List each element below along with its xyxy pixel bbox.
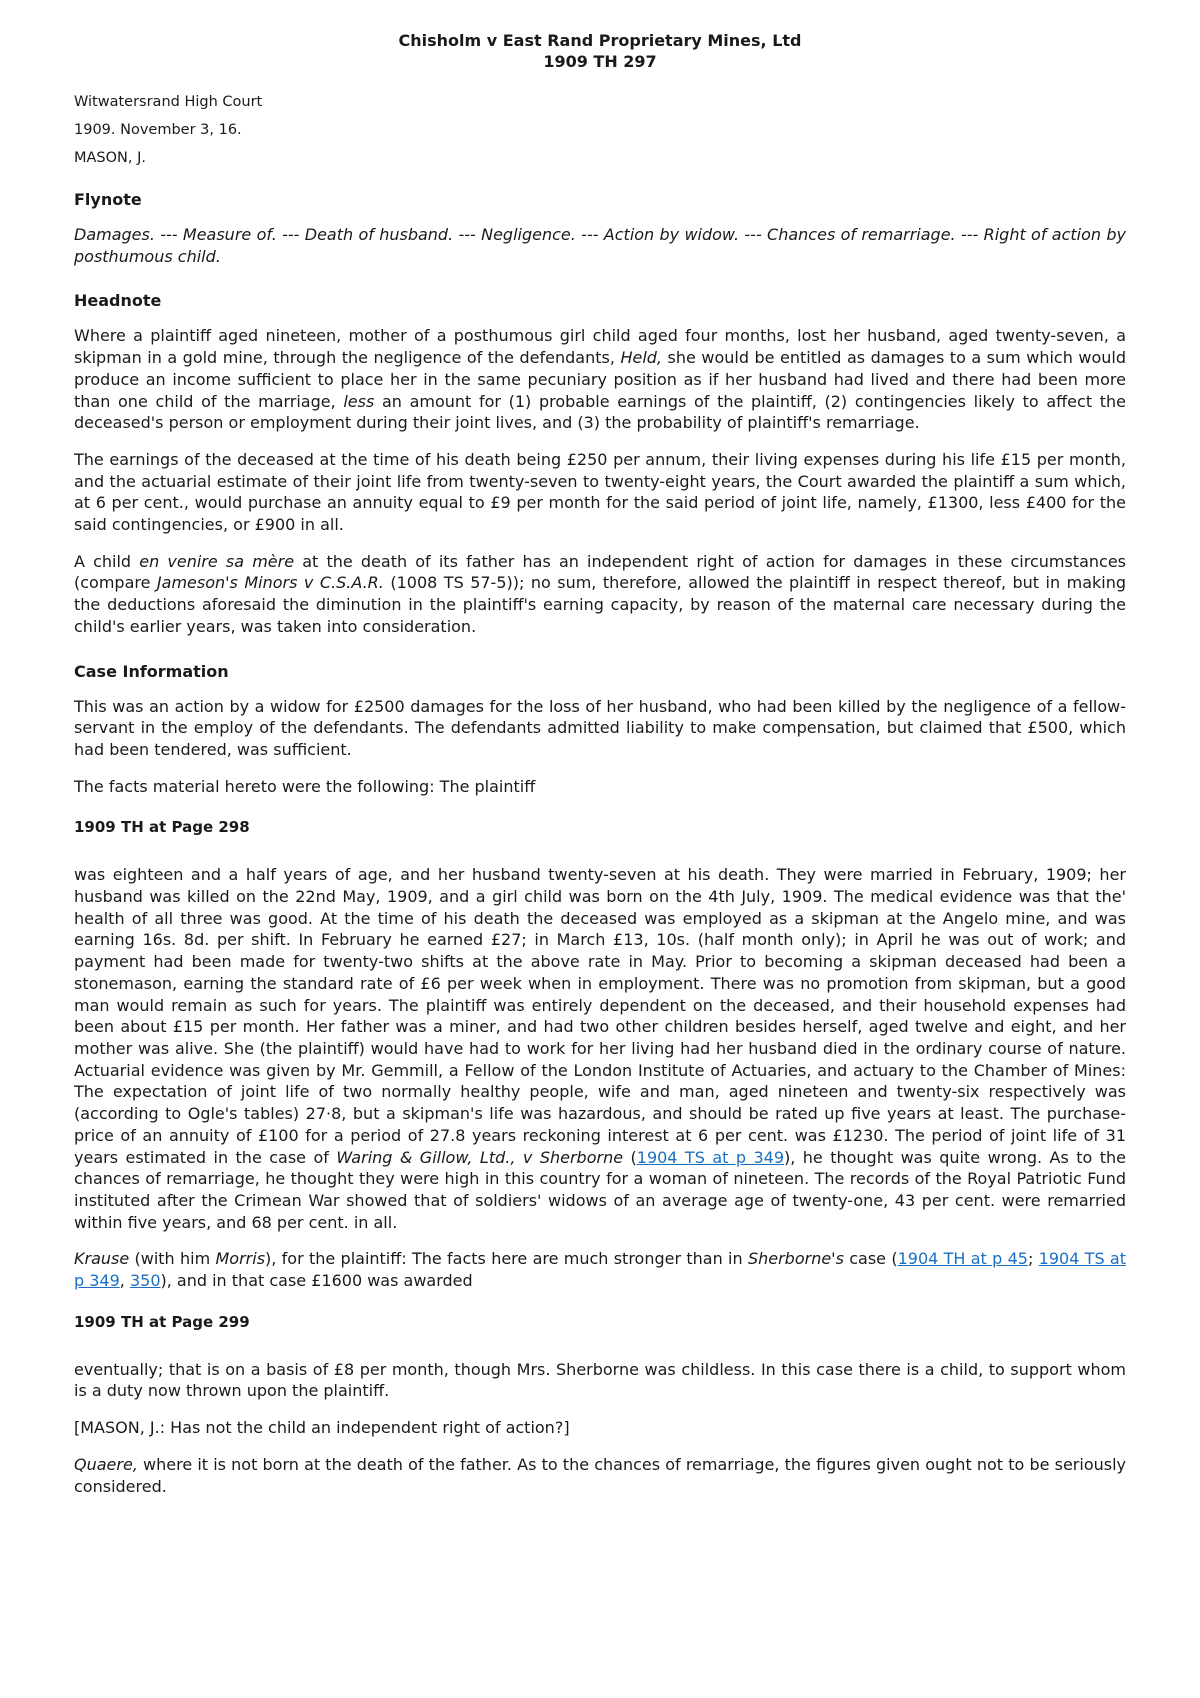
- headnote-heading: Headnote: [74, 291, 162, 311]
- case-info-paragraph-4: [74, 1248, 1126, 1291]
- text-run: ;: [1027, 1249, 1039, 1269]
- page-marker-299: 1909 TH at Page 299: [74, 1312, 250, 1331]
- headnote-paragraph-1: [74, 325, 1126, 434]
- case-name-italic: Jameson's Minors v C.S.A.R.: [156, 573, 384, 593]
- case-info-paragraph-7: [74, 1454, 1126, 1497]
- text-run: where it is not born at the death of the father. As to the chances of remarriage, the figures given ought not to be seriously considered.: [74, 1454, 1126, 1496]
- citation-link[interactable]: 350: [129, 1271, 161, 1291]
- text-run: was eighteen and a half years of age, and her husband twenty-seven at his death. They were married in February, 1909; her husband was killed on the 22nd May, 1909, and a girl child was born on the 4th July, 1909. The medical evidence was that the' health of all three was good. At the time of his death the deceased was employed as a skipman at the Angelo mine, and was earning 16s. 8d. per shift. In February he earned £27; in March £13, 10s. (half month only); in April he was out of work; and payment had been made for twenty-two shifts at the above rate in May. Prior to becoming a skipman deceased had been a stonemason, earning the standard rate of £6 per week when in employment. There was no promotion from skipman, but a good man would remain as such for years. The plaintiff was entirely dependent on the deceased, and their household expenses had been about £15 per month. Her father was a miner, and had two other children besides herself, aged twelve and eight, and her mother was alive. She (the plaintiff) would have had to work for her living had her husband died in the ordinary course of nature. Actuarial evidence was given by Mr. Gemmill, a Fellow of the London Institute of Actuaries, and actuary to the Chamber of Mines: The expectation of joint life of two normally healthy people, wife and man, aged nineteen and twenty-six respectively was (according to Ogle's tables) 27·8, but a skipman's life was hazardous, and should be rated up five years at least. The purchase-price of an annuity of £100 for a period of 27.8 years reckoning interest at 6 per cent. was £1230. The period of joint life of 31 years estimated in the case of: [74, 865, 1126, 1167]
- case-info-paragraph-6: [MASON, J.: Has not the child an independent right of action?]: [74, 1418, 570, 1438]
- text-run: case (: [843, 1249, 898, 1269]
- less-italic: less: [343, 391, 375, 411]
- case-info-paragraph-1: This was an action by a widow for £2500 damages for the loss of her husband, who had been killed by the negligence of a fellow-servant in the employ of the defendants. The defendants admitted liability to make compensation, but claimed that £500, which had been tendered, was sufficient.: [74, 696, 1126, 759]
- headnote-paragraph-3: [74, 551, 1126, 638]
- judge-name: MASON, J.: [74, 150, 146, 166]
- headnote-paragraph-2: The earnings of the deceased at the time of his death being £250 per annum, their living expenses during his life £15 per month, and the actuarial estimate of their joint life from twenty-seven to twenty-eight years, the Court awarded the plaintiff a sum which, at 6 per cent., would purchase an annuity equal to £9 per month for the said period of joint life, namely, £1300, less £400 for the said contingencies, or £900 in all.: [74, 449, 1126, 535]
- flynote-italic: Damages. --- Measure of. --- Death of husband. --- Negligence. --- Action by widow. --- Chances of remarriage. --- Right of action by posthumous child.: [74, 225, 1126, 266]
- case-title-block: [74, 30, 1126, 72]
- citation-link[interactable]: 1904 TH at p 45: [897, 1249, 1028, 1269]
- quaere-italic: Quaere,: [74, 1454, 138, 1474]
- latin-phrase: en venire sa mère: [139, 551, 295, 571]
- text-run: at the death of its father has an independent right of action for damages in these circumstances (compare: [74, 551, 1126, 593]
- text-run: she would be entitled as damages to a sum which would produce an income sufficient to place her in the same pecuniary position as if her husband had lived and there had been more than one child of the marriage,: [74, 348, 1127, 411]
- text-run: ), and in that case £1600 was awarded: [160, 1271, 473, 1291]
- case-name-italic: Sherborne's: [747, 1249, 844, 1269]
- case-info-paragraph-3: [74, 864, 1126, 1233]
- court-name: Witwatersrand High Court: [74, 94, 263, 110]
- text-run: (: [623, 1147, 637, 1167]
- flynote-section: [74, 190, 1126, 267]
- held-italic: Held,: [620, 348, 663, 368]
- case-info-paragraph-2: The facts material hereto were the following: The plaintiff: [74, 776, 536, 796]
- case-information-heading: Case Information: [74, 661, 229, 681]
- case-info-paragraph-5: eventually; that is on a basis of £8 per month, though Mrs. Sherborne was childless. In this case there is a child, to support whom is a duty now thrown upon the plaintiff.: [74, 1359, 1126, 1401]
- text-run: A child: [74, 551, 140, 571]
- text-run: ), for the plaintiff: The facts here are much stronger than in: [265, 1249, 748, 1269]
- case-citation: 1909 TH 297: [543, 52, 657, 71]
- text-run: (with him: [129, 1249, 216, 1269]
- case-information-section: [74, 662, 1126, 1498]
- flynote-text: [74, 224, 1126, 267]
- case-title: Chisholm v East Rand Proprietary Mines, Ltd: [398, 31, 802, 50]
- page-marker-298: 1909 TH at Page 298: [74, 818, 250, 837]
- text-run: (1008 TS 57-5)); no sum, therefore, allowed the plaintiff in respect thereof, but in making the deductions aforesaid the diminution in the plaintiff's earning capacity, by reason of the maternal care necessary during the child's earlier years, was taken into consideration.: [74, 573, 1127, 636]
- hearing-date: 1909. November 3, 16.: [74, 122, 242, 138]
- citation-link[interactable]: 1904 TS at p 349: [636, 1147, 784, 1167]
- case-name-italic: Waring & Gillow, Ltd., v Sherborne: [336, 1147, 624, 1167]
- headnote-section: [74, 291, 1126, 637]
- text-run: ,: [119, 1271, 130, 1291]
- text-run: Where a plaintiff aged nineteen, mother of a posthumous girl child aged four months, lost her husband, aged twenty-seven, a skipman in a gold mine, through the negligence of the defendants,: [74, 326, 1126, 368]
- citation-link[interactable]: 1904 TS at p 349: [74, 1249, 1126, 1291]
- counsel-name: Morris: [215, 1249, 266, 1269]
- counsel-name: Krause: [74, 1249, 130, 1269]
- case-meta: [74, 93, 1126, 168]
- text-run: ), he thought was quite wrong. As to the chances of remarriage, he thought they were high in this country for a woman of nineteen. The records of the Royal Patriotic Fund instituted after the Crimean War showed that of soldiers' widows of an average age of twenty-one, 43 per cent. were remarried within five years, and 68 per cent. in all.: [74, 1147, 1127, 1232]
- flynote-heading: Flynote: [74, 190, 142, 209]
- text-run: an amount for (1) probable earnings of the plaintiff, (2) contingencies likely to affect the deceased's person or employment during their joint lives, and (3) the probability of plaintiff's remarriage.: [74, 391, 1127, 433]
